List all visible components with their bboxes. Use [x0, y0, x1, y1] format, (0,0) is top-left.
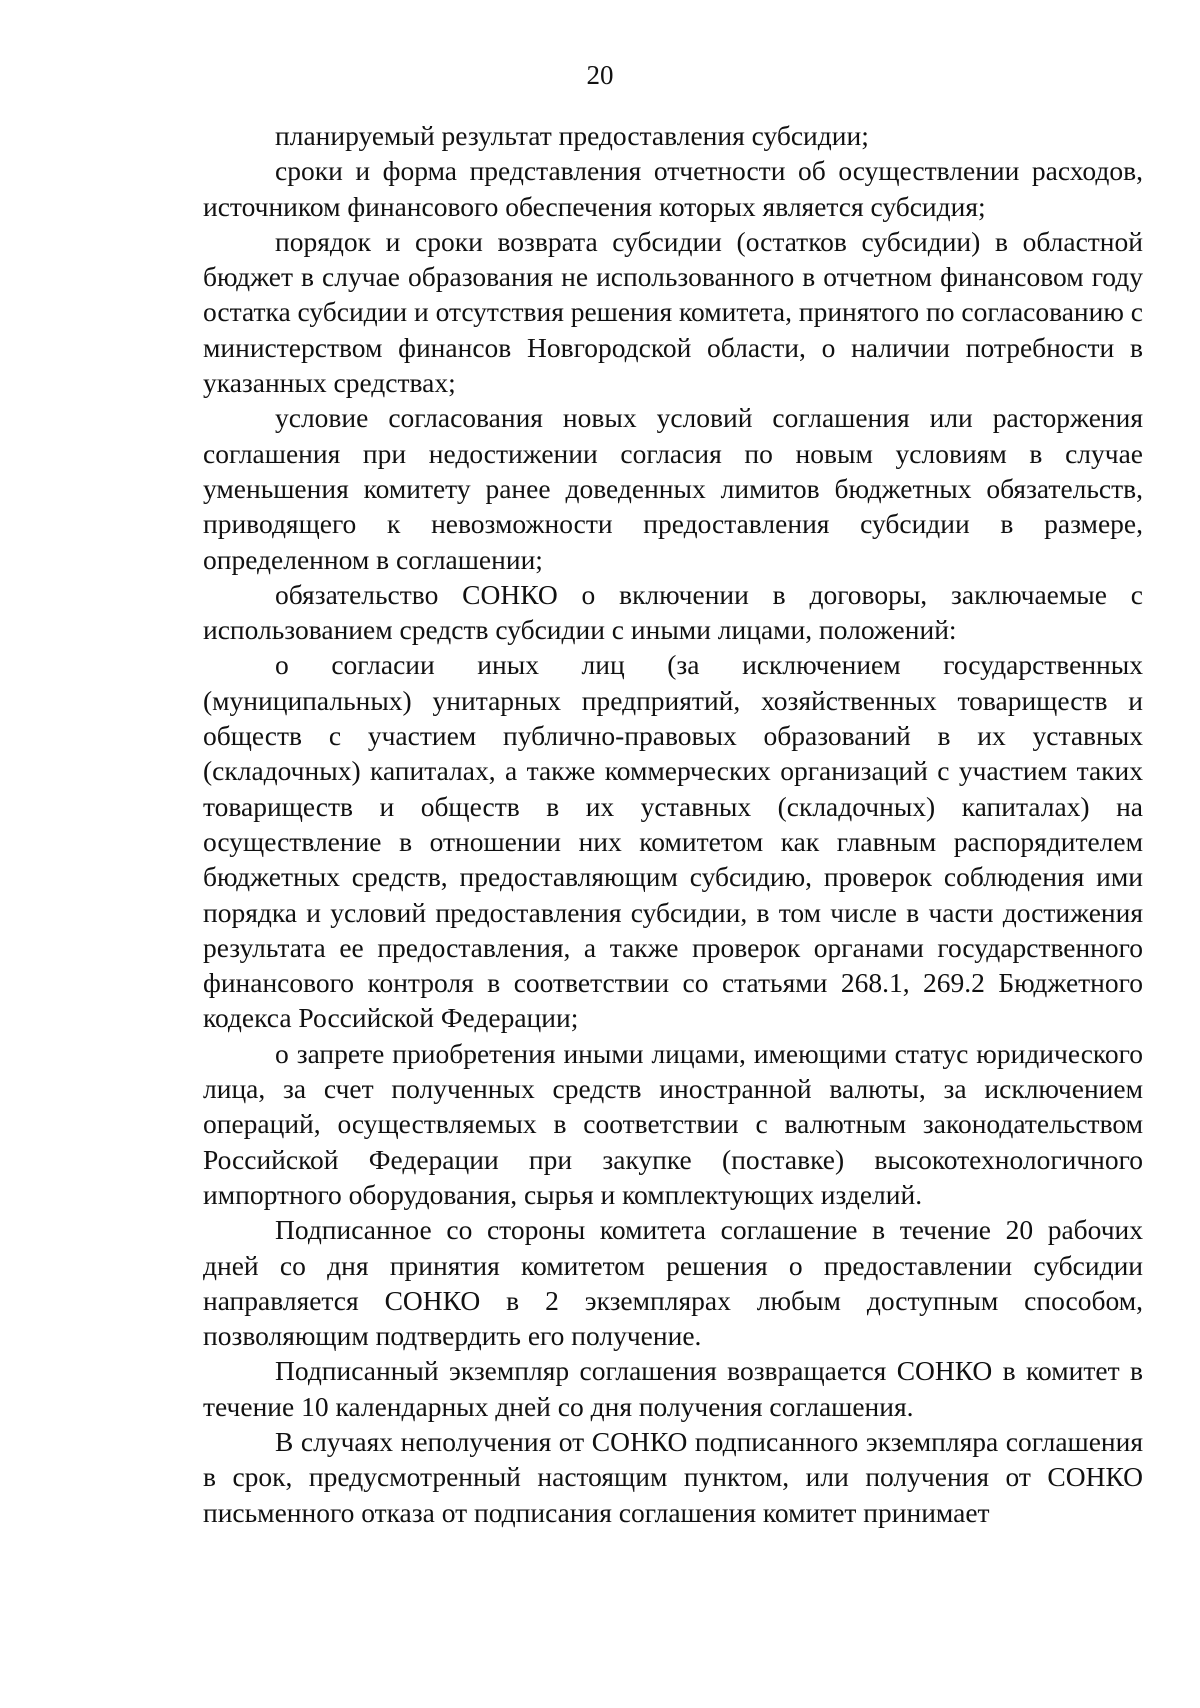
paragraph: планируемый результат предоставления субсидии;	[275, 120, 869, 151]
paragraph: о согласии иных лиц (за исключением государственных (муниципальных) унитарных предприятий, хозяйственных товариществ и обществ с участием публично-правовых образований в их уставных (складочных) капиталах, а также коммерческих организаций с участием таких товариществ и обществ в их уставных (складочных) капиталах) на осуществление в отношении них комитетом как главным распорядителем бюджетных средств, предоставляющим субсидию, проверок соблюдения ими порядка и условий предоставления субсидии, в том числе в части достижения результата ее предоставления, а также проверок органами государственного финансового контроля в соответствии со статьями 268.1, 269.2 Бюджетного кодекса Российской Федерации;	[203, 649, 1143, 1034]
paragraph: сроки и форма представления отчетности об осуществлении расходов, источником финансового обеспечения которых является субсидия;	[203, 155, 1143, 222]
paragraph: Подписанное со стороны комитета соглашение в течение 20 рабочих дней со дня принятия комитетом решения о предоставлении субсидии направляется СОНКО в 2 экземплярах любым доступным способом, позволяющим подтвердить его получение.	[203, 1214, 1143, 1352]
paragraph: обязательство СОНКО о включении в договоры, заключаемые с использованием средств субсидии с иными лицами, положений:	[203, 578, 1143, 646]
paragraph: В случаях неполучения от СОНКО подписанного экземпляра соглашения в срок, предусмотренный настоящим пунктом, или получения от СОНКО письменного отказа от подписания соглашения комитет принимает	[203, 1425, 1143, 1528]
document-body	[203, 118, 1143, 1530]
paragraph: Подписанный экземпляр соглашения возвращается СОНКО в комитет в течение 10 календарных дней со дня получения соглашения.	[203, 1355, 1143, 1422]
paragraph: порядок и сроки возврата субсидии (остатков субсидии) в областной бюджет в случае образования не использованного в отчетном финансовом году остатка субсидии и отсутствия решения комитета, принятого по согласованию с министерством финансов Новгородской области, о наличии потребности в указанных средствах;	[203, 225, 1143, 399]
paragraph: о запрете приобретения иными лицами, имеющими статус юридического лица, за счет полученных средств иностранной валюты, за исключением операций, осуществляемых в соответствии с валютным законодательством Российской Федерации при закупке (поставке) высокотехнологичного импортного оборудования, сырья и комплектующих изделий.	[203, 1037, 1143, 1210]
page-number: 20	[586, 60, 614, 90]
paragraph: условие согласования новых условий соглашения или расторжения соглашения при недостижении согласия по новым условиям в случае уменьшения комитету ранее доведенных лимитов бюджетных обязательств, приводящего к невозможности предоставления субсидии в размере, определенном в соглашении;	[203, 402, 1143, 575]
